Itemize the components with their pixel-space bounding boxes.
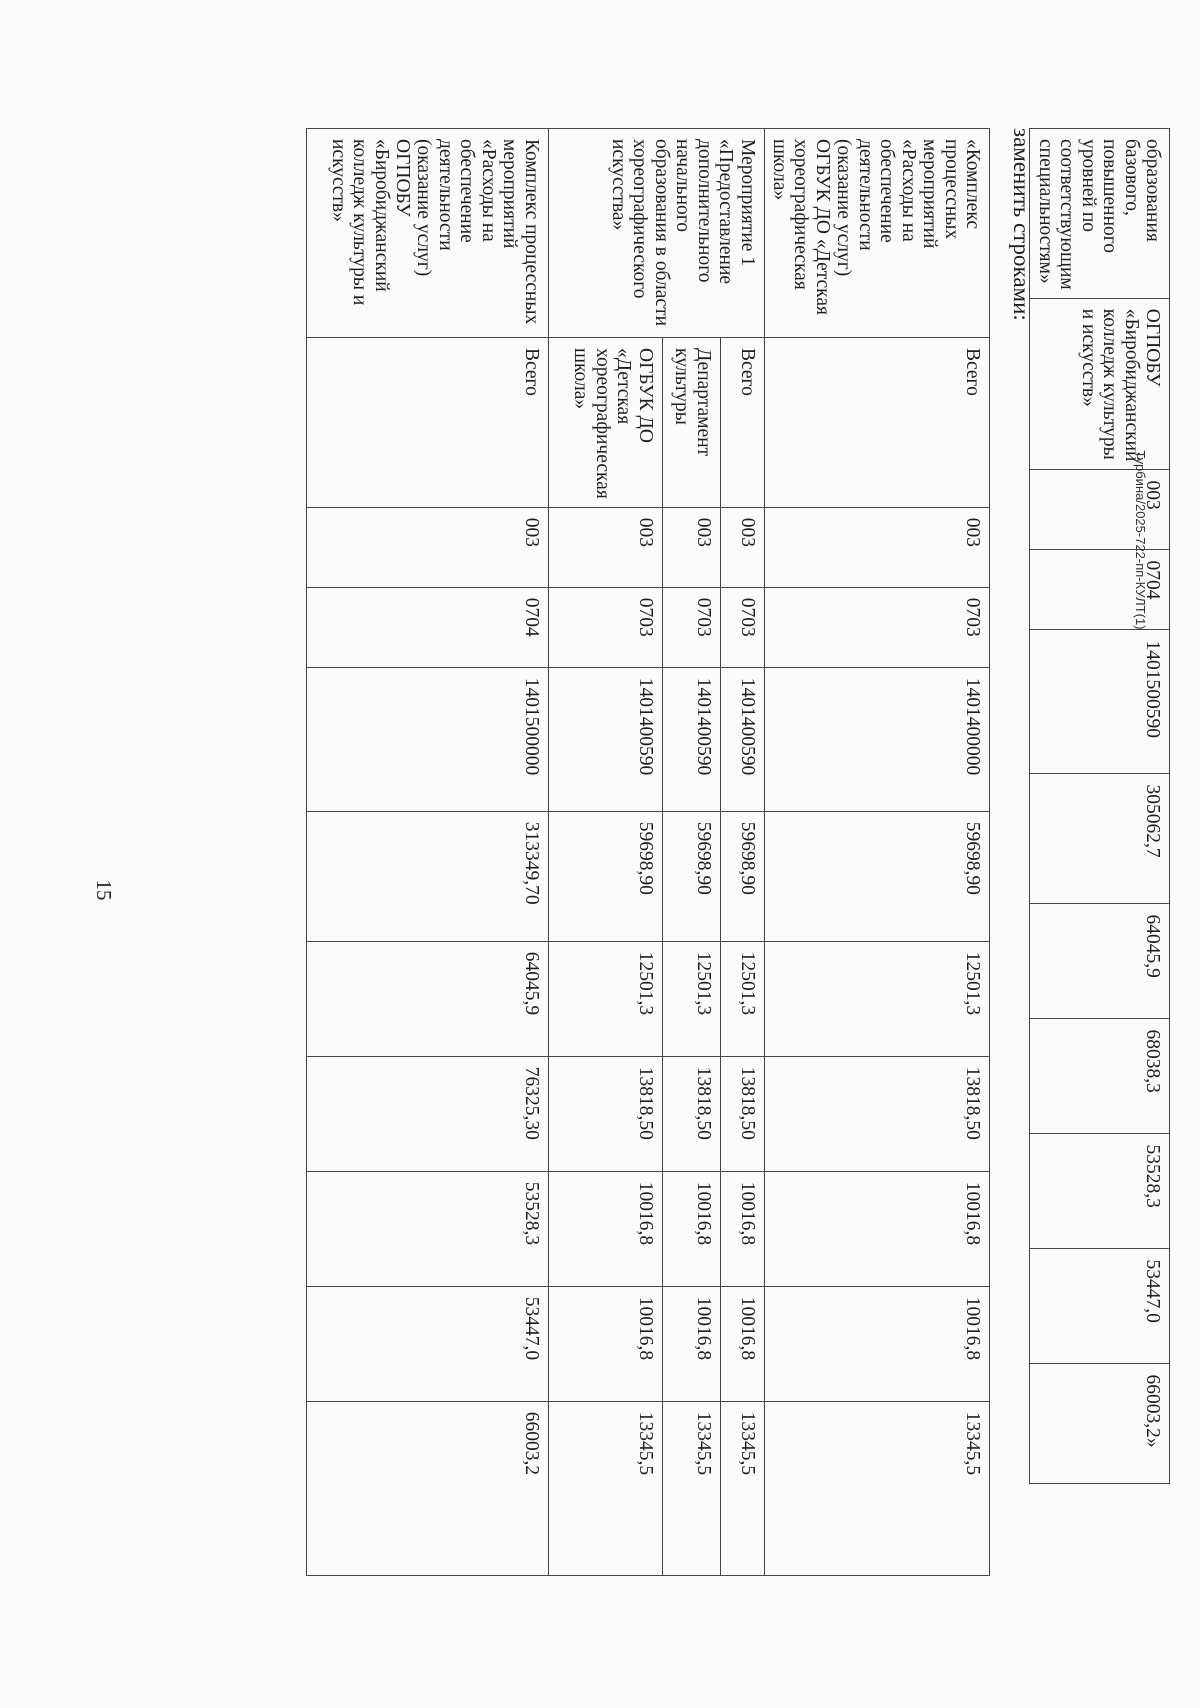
table-row [720,129,764,1576]
cell-year-5: 13345,5 [764,1401,989,1575]
cell-grbs: 003 [764,507,989,587]
cell-year-2: 76325,30 [306,1056,548,1171]
cell-year-3: 10016,8 [548,1171,662,1286]
cell-year-4: 53447,0 [1030,1249,1170,1364]
cell-executor: ОГБУК ДО «Детская хореографическая школа» [548,338,662,508]
cell-year-4: 53447,0 [306,1286,548,1401]
cell-total: 59698,90 [548,811,662,941]
cell-year-1: 64045,9 [306,941,548,1056]
cell-year-2: 13818,50 [662,1056,720,1171]
bottom-table [306,128,990,1576]
cell-rzpr: 0703 [548,587,662,667]
cell-year-1: 64045,9 [1030,904,1170,1019]
cell-rzpr: 0704 [1030,550,1170,630]
cell-year-3: 53528,3 [306,1171,548,1286]
cell-year-3: 10016,8 [720,1171,764,1286]
cell-csr: 1401400000 [764,667,989,811]
page-number: 15 [92,879,116,901]
cell-year-2: 13818,50 [548,1056,662,1171]
cell-grbs: 003 [306,507,548,587]
cell-year-5: 13345,5 [720,1401,764,1575]
cell-year-4: 10016,8 [548,1286,662,1401]
cell-executor: Всего [306,338,548,508]
cell-csr: 1401500000 [306,667,548,811]
cell-csr: 1401400590 [548,667,662,811]
cell-year-5: 66003,2 [306,1401,548,1575]
cell-year-1: 12501,3 [662,941,720,1056]
footer-code: Турбина/2025-722-пп-КУЛТ(1) [1133,450,1148,630]
cell-year-1: 12501,3 [720,941,764,1056]
cell-total: 59698,90 [764,811,989,941]
rotated-landscape-page [30,128,1170,1598]
cell-grbs: 003 [1030,470,1170,550]
cell-csr: 1401400590 [720,667,764,811]
cell-total: 305062,7 [1030,774,1170,904]
cell-grbs: 003 [720,507,764,587]
cell-csr: 1401400590 [662,667,720,811]
cell-name: Комплекс процессных мероприятий «Расходы на обеспечение деятельности (оказание услуг) ОГПОБУ «Биробиджанский колледж культуры и искусств» [306,129,548,338]
cell-grbs: 003 [662,507,720,587]
cell-year-3: 53528,3 [1030,1134,1170,1249]
table-row [764,129,989,1576]
cell-total: 59698,90 [662,811,720,941]
cell-executor: Всего [720,338,764,508]
table-row [548,129,662,1576]
cell-year-4: 10016,8 [662,1286,720,1401]
cell-total: 59698,90 [720,811,764,941]
cell-name: «Комплекс процессных мероприятий «Расходы на обеспечение деятельности (оказание услуг) ОГБУК ДО «Детская хореографическая школа» [764,129,989,338]
table-row [662,129,720,1576]
cell-csr: 1401500590 [1030,630,1170,774]
cell-year-5: 66003,2» [1030,1364,1170,1484]
cell-rzpr: 0703 [662,587,720,667]
table-row [1030,129,1170,1484]
cell-year-3: 10016,8 [764,1171,989,1286]
cell-executor: ОГПОБУ «Биробиджанский колледж культуры и искусств» [1030,298,1170,470]
cell-rzpr: 0703 [720,587,764,667]
cell-year-4: 10016,8 [764,1286,989,1401]
cell-executor: Всего [764,338,989,508]
cell-year-2: 13818,50 [720,1056,764,1171]
cell-year-1: 12501,3 [548,941,662,1056]
cell-year-4: 10016,8 [720,1286,764,1401]
cell-rzpr: 0704 [306,587,548,667]
cell-grbs: 003 [548,507,662,587]
table-row [306,129,548,1576]
cell-year-1: 12501,3 [764,941,989,1056]
cell-rzpr: 0703 [764,587,989,667]
cell-total: 313349,70 [306,811,548,941]
cell-executor: Департамент культуры [662,338,720,508]
cell-year-2: 13818,50 [764,1056,989,1171]
cell-name: Мероприятие 1 «Предоставление дополнительного начального образования в области хореографического искусства» [548,129,764,338]
top-table [1029,128,1170,1484]
replace-label: заменить строками: [1009,128,1034,321]
cell-year-3: 10016,8 [662,1171,720,1286]
cell-name: образования базового, повышенного уровней по соответствующим специальностям» [1030,129,1170,299]
cell-year-2: 68038,3 [1030,1019,1170,1134]
cell-year-5: 13345,5 [548,1401,662,1575]
cell-year-5: 13345,5 [662,1401,720,1575]
